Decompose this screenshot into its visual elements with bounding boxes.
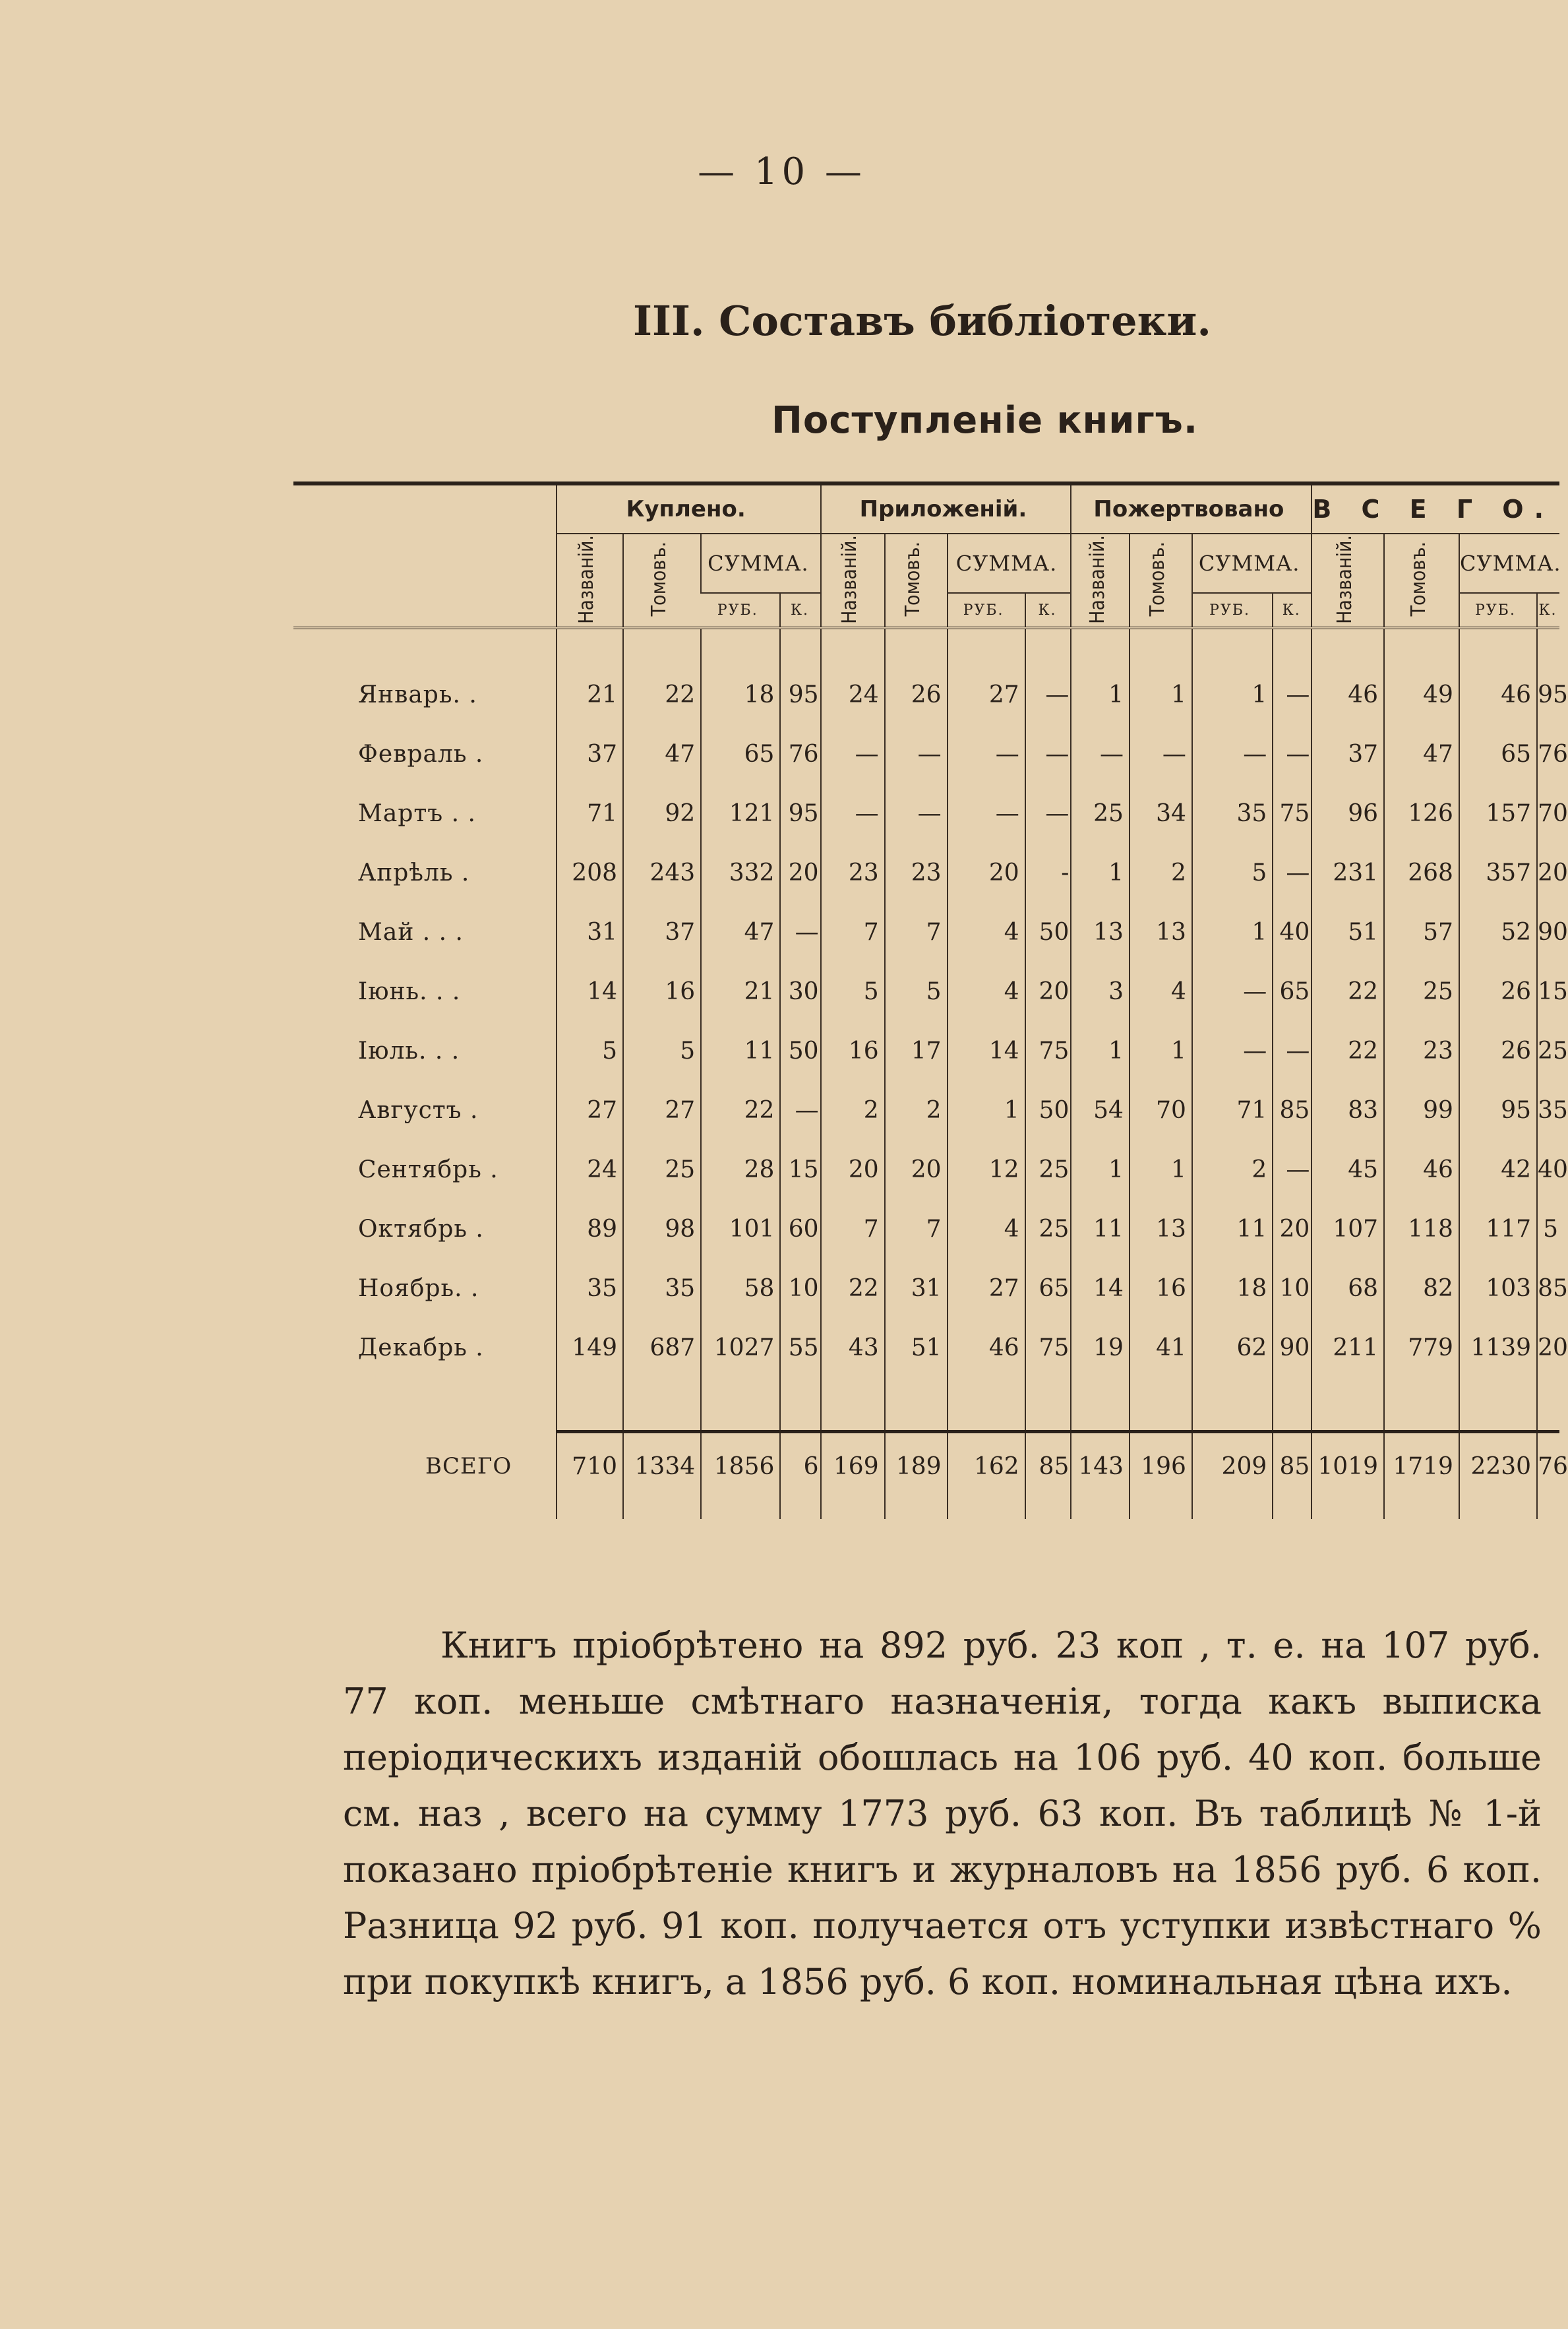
subheader-rub: РУБ. (717, 602, 758, 619)
table-cell: 20 (1025, 962, 1071, 1021)
table-cell: 96 (1312, 784, 1384, 843)
table-cell: 3 (1071, 962, 1130, 1021)
table-cell: 25 (1025, 1140, 1071, 1199)
table-cell: 40 (1273, 902, 1312, 962)
table-cell: 1334 (623, 1440, 701, 1493)
table-cell: 2 (1192, 1140, 1273, 1199)
subheader-sum: СУММА. (1459, 534, 1559, 593)
table-cell: 95 (780, 665, 820, 724)
header-blank-cell (293, 483, 557, 534)
table-cell: 5 (557, 1021, 623, 1080)
table-cell: 7 (885, 1199, 948, 1258)
subheader-kop: К. (1537, 593, 1559, 628)
table-cell: 7 (885, 902, 948, 962)
month-label: Іюнь. . . (358, 978, 461, 1005)
table-cell: — (1192, 724, 1273, 784)
table-cell: 54 (1071, 1080, 1130, 1140)
table-cell: 11 (701, 1021, 780, 1080)
table-cell: 18 (701, 665, 780, 724)
table-cell: 20 (1273, 1199, 1312, 1258)
table-cell: 57 (1384, 902, 1459, 962)
table-cell: — (885, 784, 948, 843)
subheader-sum: СУММА. (701, 534, 820, 593)
table-cell: 75 (1273, 784, 1312, 843)
table-cell: 50 (1025, 1080, 1071, 1140)
table-cell: 5 (1537, 1199, 1559, 1258)
table-cell: 37 (1312, 724, 1384, 784)
table-cell: — (821, 724, 885, 784)
subheader-kop: К. (1273, 593, 1312, 628)
table-cell: 1 (1071, 665, 1130, 724)
table-cell: 92 (623, 784, 701, 843)
table-cell: 162 (948, 1440, 1025, 1493)
table-cell: 13 (1130, 1199, 1192, 1258)
table-cell: 1 (1130, 1021, 1192, 1080)
table-cell: 1019 (1312, 1440, 1384, 1493)
table-cell: 90 (1537, 902, 1559, 962)
table-cell: — (885, 724, 948, 784)
table-cell: 68 (1312, 1258, 1384, 1318)
table-cell: 126 (1384, 784, 1459, 843)
month-label: Мартъ . . (358, 799, 476, 827)
table-cell: 16 (821, 1021, 885, 1080)
table-cell: 82 (1384, 1258, 1459, 1318)
table-cell: 37 (623, 902, 701, 962)
subheader-titles: Названій. (1071, 534, 1130, 628)
body-paragraph (343, 1617, 1542, 2010)
table-cell: 41 (1130, 1318, 1192, 1377)
month-label: Апрѣль . (358, 859, 470, 886)
table-cell: 52 (1459, 902, 1537, 962)
table-cell: 4 (1130, 962, 1192, 1021)
table-cell: 71 (557, 784, 623, 843)
table-cell: 2 (821, 1080, 885, 1140)
table-cell: 710 (557, 1440, 623, 1493)
table-cell: — (1192, 1021, 1273, 1080)
table-cell: 15 (780, 1140, 820, 1199)
table-cell: 101 (701, 1199, 780, 1258)
subheader-titles: Названій. (1312, 534, 1384, 628)
table-cell: 25 (1071, 784, 1130, 843)
subheader-volumes: Томовъ. (1384, 534, 1459, 628)
table-cell: — (1273, 1140, 1312, 1199)
table-cell: 209 (1192, 1440, 1273, 1493)
table-cell: 76 (1537, 1440, 1559, 1493)
table-cell: 50 (1025, 902, 1071, 962)
table-cell: 95 (780, 784, 820, 843)
table-cell: 169 (821, 1440, 885, 1493)
table-cell: - (1025, 843, 1071, 902)
table-cell: 75 (1025, 1021, 1071, 1080)
table-cell: 268 (1384, 843, 1459, 902)
table-cell: 1856 (701, 1440, 780, 1493)
table-cell: 7 (821, 1199, 885, 1258)
table-cell: 85 (1025, 1440, 1071, 1493)
table-cell: 18 (1192, 1258, 1273, 1318)
table-cell: 11 (1192, 1199, 1273, 1258)
table-cell: 45 (1312, 1140, 1384, 1199)
spacer-row (293, 1377, 1559, 1432)
table-cell: 22 (701, 1080, 780, 1140)
table-cell: 35 (623, 1258, 701, 1318)
table-cell: 24 (557, 1140, 623, 1199)
table-cell: 20 (780, 843, 820, 902)
table-cell: 49 (1384, 665, 1459, 724)
table-cell: 10 (1273, 1258, 1312, 1318)
table-cell: 58 (701, 1258, 780, 1318)
table-cell: 23 (821, 843, 885, 902)
table-cell: 31 (885, 1258, 948, 1318)
table-cell: 46 (948, 1318, 1025, 1377)
table-cell: 22 (1312, 1021, 1384, 1080)
table-cell: 47 (701, 902, 780, 962)
table-row (293, 1080, 1559, 1140)
table-cell: 16 (1130, 1258, 1192, 1318)
table-cell: 27 (623, 1080, 701, 1140)
table-cell: 5 (821, 962, 885, 1021)
month-label: Октябрь . (358, 1215, 484, 1243)
separator-row (293, 628, 1559, 638)
table-cell: 21 (557, 665, 623, 724)
table-cell: 4 (948, 902, 1025, 962)
table-cell: — (948, 724, 1025, 784)
table-cell: 43 (821, 1318, 885, 1377)
spacer-row (293, 1493, 1559, 1519)
table-cell: 7 (821, 902, 885, 962)
table-cell: 14 (1071, 1258, 1130, 1318)
table-cell: 35 (1192, 784, 1273, 843)
month-label: Сентябрь . (358, 1156, 498, 1183)
table-row (293, 784, 1559, 843)
table-cell: 6 (780, 1440, 820, 1493)
table-cell: 157 (1459, 784, 1537, 843)
subheader-rub: РУБ. (1192, 593, 1273, 628)
table-cell: 98 (623, 1199, 701, 1258)
table-cell: 2 (1130, 843, 1192, 902)
table-cell: — (1025, 724, 1071, 784)
table-cell: 99 (1384, 1080, 1459, 1140)
table-cell: 30 (780, 962, 820, 1021)
total-row (293, 1440, 1559, 1493)
table-cell: 1 (1130, 665, 1192, 724)
table-cell: 1 (1071, 1021, 1130, 1080)
table-cell: 46 (1384, 1140, 1459, 1199)
table-cell: 65 (1025, 1258, 1071, 1318)
table-cell: 85 (1537, 1258, 1559, 1318)
table-cell: 357 (1459, 843, 1537, 902)
table-row (293, 1199, 1559, 1258)
table-cell: 90 (1273, 1318, 1312, 1377)
table-row (293, 724, 1559, 784)
table-cell: 23 (1384, 1021, 1459, 1080)
table-cell: 60 (780, 1199, 820, 1258)
table-cell: 1027 (701, 1318, 780, 1377)
table-cell: 42 (1459, 1140, 1537, 1199)
table-row (293, 962, 1559, 1021)
table-cell: 75 (1025, 1318, 1071, 1377)
month-label: Февраль . (358, 740, 484, 768)
table-cell: 5 (623, 1021, 701, 1080)
table-cell: 22 (1312, 962, 1384, 1021)
table-cell: 46 (1459, 665, 1537, 724)
table-cell: 76 (780, 724, 820, 784)
table-cell: 25 (623, 1140, 701, 1199)
table-row (293, 1318, 1559, 1377)
table-cell: 16 (623, 962, 701, 1021)
table-cell: 51 (1312, 902, 1384, 962)
table-cell: 26 (1459, 1021, 1537, 1080)
table-cell: 34 (1130, 784, 1192, 843)
table-cell: 27 (948, 1258, 1025, 1318)
table-cell: — (1273, 843, 1312, 902)
table-cell: 1 (1130, 1140, 1192, 1199)
table-cell: 103 (1459, 1258, 1537, 1318)
table-row (293, 1021, 1559, 1080)
table-cell: 40 (1537, 1140, 1559, 1199)
table-cell: 1139 (1459, 1318, 1537, 1377)
table-cell: 21 (701, 962, 780, 1021)
table-cell: 189 (885, 1440, 948, 1493)
table-cell: 20 (885, 1140, 948, 1199)
table-cell: 46 (1312, 665, 1384, 724)
table-cell: 687 (623, 1318, 701, 1377)
table-cell: 51 (885, 1318, 948, 1377)
total-label: ВСЕГО (425, 1453, 512, 1479)
subheader-kop: К. (1025, 593, 1071, 628)
table-cell: 24 (821, 665, 885, 724)
table-cell: 85 (1273, 1440, 1312, 1493)
table-cell: 1 (1071, 843, 1130, 902)
table-cell: 35 (1537, 1080, 1559, 1140)
table-body (293, 628, 1568, 1519)
table-cell: 22 (623, 665, 701, 724)
subheader-rub: РУБ. (1459, 593, 1537, 628)
table-cell: 4 (948, 1199, 1025, 1258)
table-cell: 20 (1537, 843, 1559, 902)
table-cell: 143 (1071, 1440, 1130, 1493)
table-cell: 121 (701, 784, 780, 843)
month-label: Январь. . (358, 681, 477, 708)
table-cell: 28 (701, 1140, 780, 1199)
table-cell: — (1273, 724, 1312, 784)
section-title: III. Составъ библіотеки. (633, 297, 1211, 345)
table-cell: 26 (1459, 962, 1537, 1021)
table-cell: 85 (1273, 1080, 1312, 1140)
table-cell: 10 (780, 1258, 820, 1318)
group-header-total: В С Е Г О. (1312, 483, 1559, 534)
table-cell: 70 (1537, 784, 1559, 843)
table-cell: 13 (1071, 902, 1130, 962)
month-label: Май . . . (358, 918, 464, 946)
table-cell: 35 (557, 1258, 623, 1318)
table-cell: — (1071, 724, 1130, 784)
table-cell: 65 (1459, 724, 1537, 784)
group-header-supplements: Приложеній. (821, 483, 1071, 534)
header-blank-cell (293, 534, 557, 628)
subheader-volumes: Томовъ. (885, 534, 948, 628)
table-cell: — (1025, 665, 1071, 724)
table-cell: 25 (1537, 1021, 1559, 1080)
table-cell: 65 (701, 724, 780, 784)
table-row (293, 902, 1559, 962)
table-cell: 332 (701, 843, 780, 902)
table-cell: 83 (1312, 1080, 1384, 1140)
table-cell: 208 (557, 843, 623, 902)
table-cell: 27 (557, 1080, 623, 1140)
table-cell: 47 (1384, 724, 1459, 784)
table-cell: 31 (557, 902, 623, 962)
subheader-volumes: Томовъ. (623, 534, 701, 628)
table-cell: 25 (1025, 1199, 1071, 1258)
table-cell: 95 (1537, 665, 1559, 724)
table-cell: 5 (1192, 843, 1273, 902)
table-cell: — (780, 902, 820, 962)
subheader-titles: Названій. (557, 534, 623, 628)
table-cell: 11 (1071, 1199, 1130, 1258)
month-label: Іюль. . . (358, 1037, 460, 1065)
subheader-rub: РУБ. (948, 593, 1025, 628)
table-cell: 17 (885, 1021, 948, 1080)
subheader-volumes: Томовъ. (1130, 534, 1192, 628)
table-cell: 1 (1192, 902, 1273, 962)
table-cell: 23 (885, 843, 948, 902)
month-label: Августъ . (358, 1096, 479, 1124)
table-cell: 89 (557, 1199, 623, 1258)
table-row (293, 1140, 1559, 1199)
table-cell: 26 (885, 665, 948, 724)
intake-table-container (293, 481, 1568, 1586)
table-cell: 55 (780, 1318, 820, 1377)
table-cell: 2230 (1459, 1440, 1537, 1493)
table-cell: 62 (1192, 1318, 1273, 1377)
table-cell: — (821, 784, 885, 843)
table-cell: 65 (1273, 962, 1312, 1021)
subheader-titles: Названій. (821, 534, 885, 628)
table-cell: 15 (1537, 962, 1559, 1021)
table-cell: 95 (1459, 1080, 1537, 1140)
table-cell: 5 (885, 962, 948, 1021)
table-cell: 14 (557, 962, 623, 1021)
month-label: Декабрь . (358, 1334, 484, 1361)
table-cell: 71 (1192, 1080, 1273, 1140)
table-cell: 25 (1384, 962, 1459, 1021)
table-cell: 4 (948, 962, 1025, 1021)
total-separator-row (293, 1432, 1559, 1441)
table-row (293, 843, 1559, 902)
table-cell: 22 (821, 1258, 885, 1318)
table-cell: 76 (1537, 724, 1559, 784)
table-cell: 20 (948, 843, 1025, 902)
table-cell: — (948, 784, 1025, 843)
group-header-donated: Пожертвовано (1071, 483, 1312, 534)
table-cell: 2 (885, 1080, 948, 1140)
table-cell: 20 (821, 1140, 885, 1199)
table-cell: 231 (1312, 843, 1384, 902)
table-cell: 1 (948, 1080, 1025, 1140)
table-cell: — (1273, 1021, 1312, 1080)
subheader-kop: К. (780, 593, 820, 628)
table-cell: 1 (1192, 665, 1273, 724)
table-cell: — (1273, 665, 1312, 724)
table-cell: 107 (1312, 1199, 1384, 1258)
book-intake-table (293, 481, 1568, 1519)
table-cell: 14 (948, 1021, 1025, 1080)
spacer-row (293, 638, 1559, 665)
table-cell: 20 (1537, 1318, 1559, 1377)
table-cell: — (1025, 784, 1071, 843)
paragraph-text: Книгъ пріобрѣтено на 892 руб. 23 коп , т. е. на 107 руб. 77 коп. меньше смѣтнаго назначенія, тогда какъ выписка періодическихъ изданій обошлась на 106 руб. 40 коп. больше см. наз , всего на сумму 1773 руб. 63 коп. Въ таблицѣ № 1-й показано пріобрѣтеніе книгъ и журналовъ на 1856 руб. 6 коп. Разница 92 руб. 91 коп. получается отъ уступки извѣстнаго % при покупкѣ книгъ, а 1856 руб. 6 коп. номинальная цѣна ихъ. (343, 1625, 1542, 2003)
table-cell: 779 (1384, 1318, 1459, 1377)
table-row (293, 1258, 1559, 1318)
table-cell: 196 (1130, 1440, 1192, 1493)
month-label: Ноябрь. . (358, 1274, 479, 1302)
table-cell: 12 (948, 1140, 1025, 1199)
table-cell: 1 (1071, 1140, 1130, 1199)
table-cell: 19 (1071, 1318, 1130, 1377)
table-cell: 47 (623, 724, 701, 784)
table-cell: 211 (1312, 1318, 1384, 1377)
subheader-sum: СУММА. (948, 534, 1071, 593)
subheader-sum: СУММА. (1192, 534, 1312, 593)
group-header-bought: Куплено. (557, 483, 821, 534)
table-cell: 27 (948, 665, 1025, 724)
table-cell: 1719 (1384, 1440, 1459, 1493)
table-title: Поступленіе книгъ. (771, 399, 1199, 442)
table-cell: — (1192, 962, 1273, 1021)
table-row (293, 665, 1559, 724)
page-number: — 10 — (698, 150, 866, 193)
table-cell: 50 (780, 1021, 820, 1080)
table-cell: 117 (1459, 1199, 1537, 1258)
table-cell: — (780, 1080, 820, 1140)
table-cell: 70 (1130, 1080, 1192, 1140)
table-cell: 243 (623, 843, 701, 902)
table-cell: 149 (557, 1318, 623, 1377)
table-cell: — (1130, 724, 1192, 784)
table-cell: 13 (1130, 902, 1192, 962)
table-cell: 118 (1384, 1199, 1459, 1258)
table-cell: 37 (557, 724, 623, 784)
